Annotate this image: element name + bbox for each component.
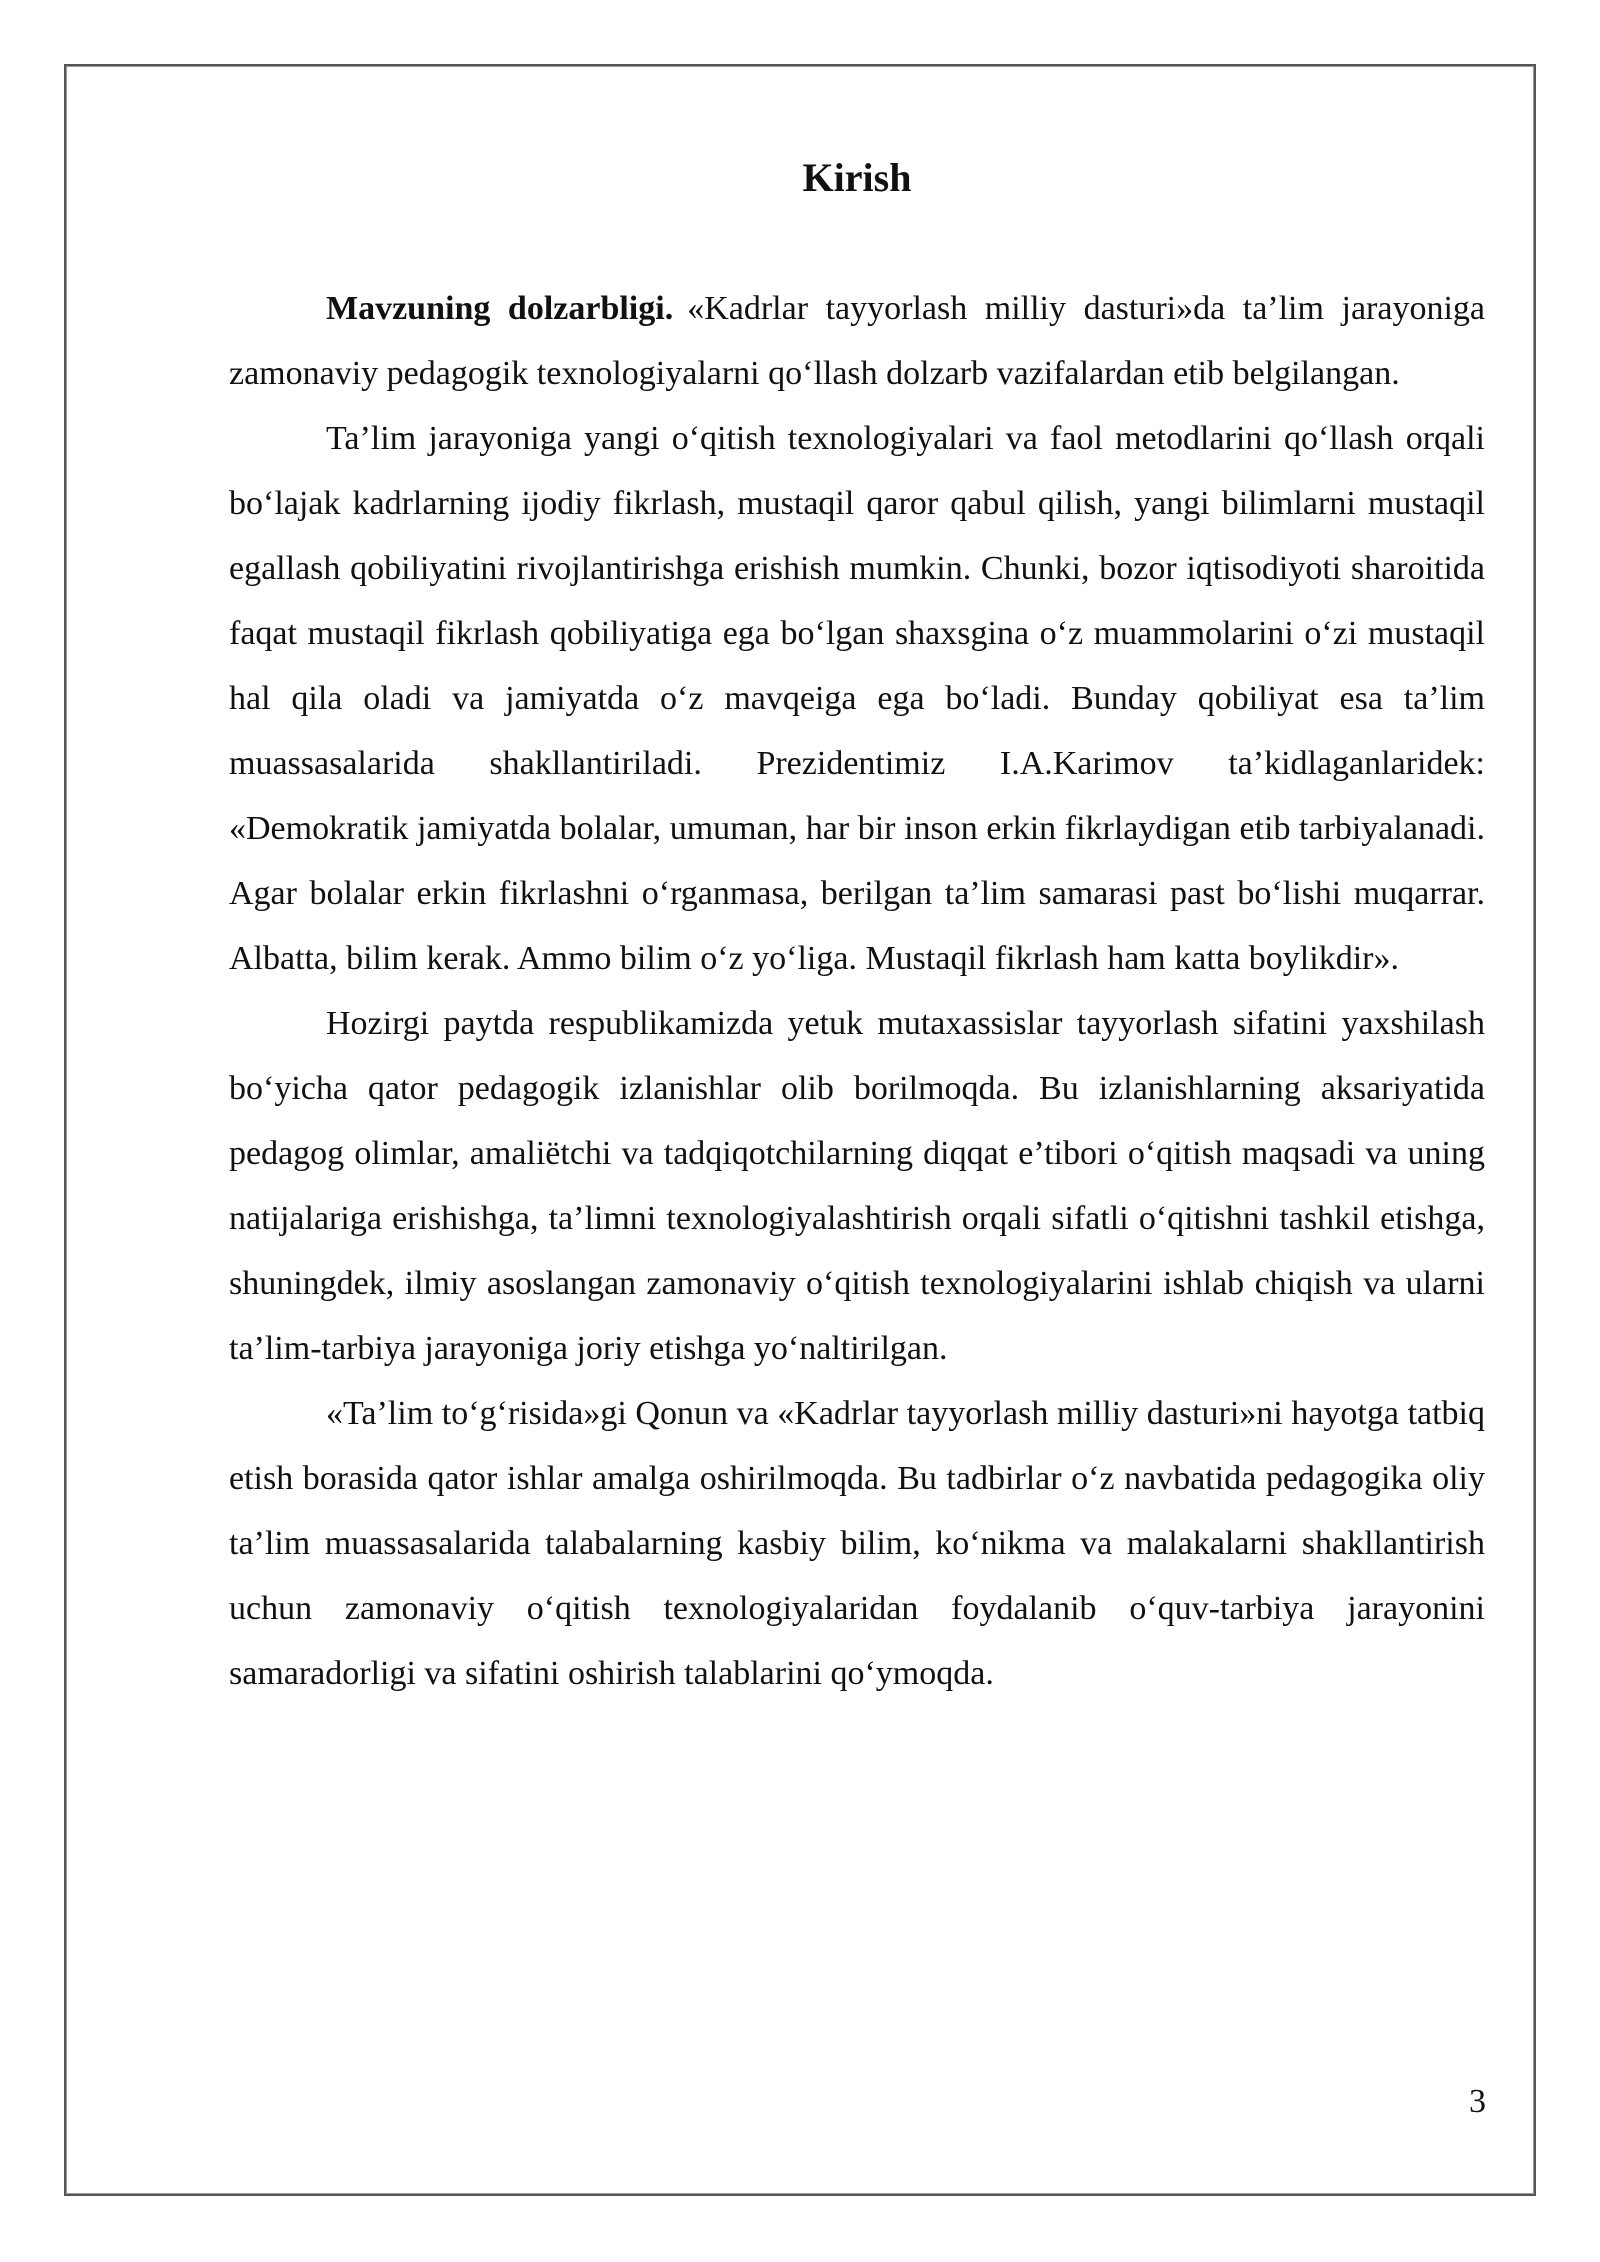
document-title: Kirish (802, 155, 912, 200)
paragraph-relevance (229, 276, 1485, 406)
paragraph-lead-heading: Mavzuning dolzarbligi. (326, 290, 674, 327)
paragraph-text: Hozirgi paytda respublikamizda yetuk mutaxassislar tayyorlash sifatini yaxshilash bo‘yicha qator pedagogik izlanishlar olib borilmoqda. Bu izlanishlarning aksariyatida pedagog olimlar, amaliëtchi va tadqiqotchilarning diqqat e’tibori o‘qitish maqsadi va uning natijalariga erishishga, ta’limni texnologiyalashtirish orqali sifatli o‘qitishni tashkil etishga, shuningdek, ilmiy asoslangan zamonaviy o‘qitish texnologiyalarini ishlab chiqish va ularni ta’lim-tarbiya jarayoniga joriy etishga yo‘naltirilgan. (229, 1005, 1485, 1367)
paragraph-education-law (229, 1381, 1485, 1706)
paragraph-text: «Kadrlar tayyorlash milliy dasturi»da ta’lim jarayoniga zamonaviy pedagogik texnologiyalarni qo‘llash dolzarb vazifalardan etib belgilangan. (229, 290, 1486, 392)
paragraph-text: Ta’lim jarayoniga yangi o‘qitish texnologiyalari va faol metodlarini qo‘llash orqali bo‘lajak kadrlarning ijodiy fikrlash, mustaqil qaror qabul qilish, yangi bilimlarni mustaqil egallash qobiliyatini rivojlantirishga erishish mumkin. Chunki, bozor iqtisodiyoti sharoitida faqat mustaqil fikrlash qobiliyatiga ega bo‘lgan shaxsgina o‘z muammolarini o‘zi mustaqil hal qila oladi va jamiyatda o‘z mavqeiga ega bo‘ladi. Bunday qobiliyat esa ta’lim muassasalarida shakllantiriladi. Prezidentimiz I.A.Karimov ta’kidlaganlaridek: «Demokratik jamiyatda bolalar, umuman, har bir inson erkin fikrlaydigan etib tarbiyalanadi. Agar bolalar erkin fikrlashni o‘rganmasa, berilgan ta’lim samarasi past bo‘lishi muqarrar. Albatta, bilim kerak. Ammo bilim o‘z yo‘liga. Mustaqil fikrlash ham katta boylikdir». (229, 420, 1485, 977)
paragraph-text: «Ta’lim to‘g‘risida»gi Qonun va «Kadrlar tayyorlash milliy dasturi»ni hayotga tatbiq etish borasida qator ishlar amalga oshirilmoqda. Bu tadbirlar o‘z navbatida pedagogika oliy ta’lim muassasalarida talabalarning kasbiy bilim, ko‘nikma va malakalarni shakllantirish uchun zamonaviy o‘qitish texnologiyalaridan foydalanib o‘quv-tarbiya jarayonini samaradorligi va sifatini oshirish talablarini qo‘ymoqda. (229, 1395, 1485, 1692)
document-body (229, 146, 1485, 1706)
page-number: 3 (1469, 2083, 1486, 2120)
paragraph-pedagogical-research (229, 991, 1485, 1381)
paragraph-teaching-technologies (229, 406, 1485, 991)
